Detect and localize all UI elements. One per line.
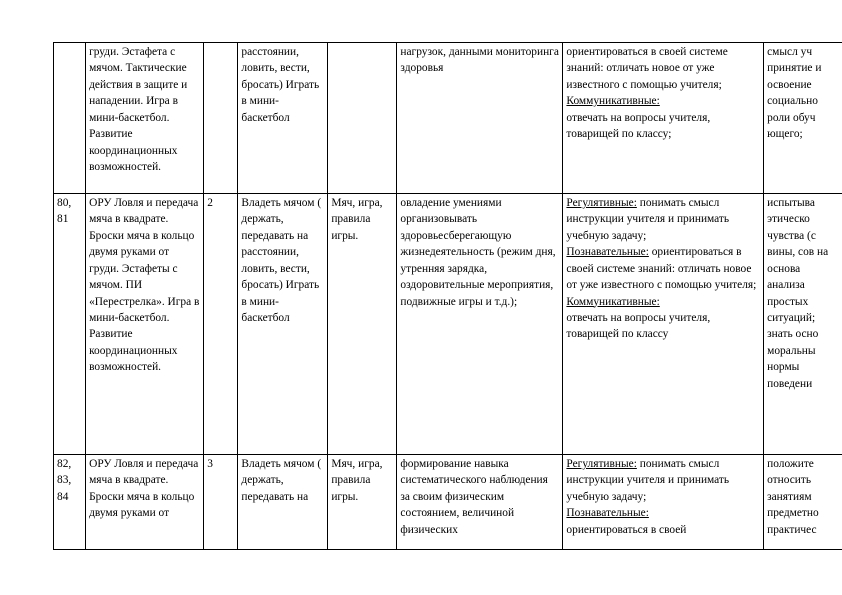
uud-regulative-label: Регулятивные: — [566, 458, 637, 470]
personal-results: формирование навыка систематического наблюдения за своим физическим состоянием, величиной физических — [397, 455, 563, 550]
personal-uud: испытыва этическо чувства (с вины, сов на основа анализа простых ситуаций; знать осно моральны нормы поведени — [764, 194, 842, 455]
lesson-hours: 3 — [204, 455, 238, 550]
personal-results: нагрузок, данными мониторинга здоровья — [397, 43, 563, 194]
student-activity: Владеть мячом ( держать, передавать на расстоянии, ловить, вести, бросать) Играть в мини-баскетбол — [238, 194, 328, 455]
lesson-hours: 2 — [204, 194, 238, 455]
personal-results: овладение умениями организовывать здоровьесберегающую жизнедеятельность (режим дня, утренняя зарядка, оздоровительные мероприятия, подвижные игры и т.д.); — [397, 194, 563, 455]
uud-cognitive-text: ориентироваться в своей системе знаний: отличать новое от уже известного с помощью учителя; — [566, 246, 757, 292]
lesson-number — [54, 43, 86, 194]
lesson-hours — [204, 43, 238, 194]
uud-cognitive-label: Познавательные: — [566, 507, 649, 520]
personal-uud: положите относить занятиям предметно практичес — [764, 455, 842, 550]
uud-communicative-text: отвечать на вопросы учителя, товарищей по классу — [566, 311, 711, 341]
uud-cell — [563, 455, 764, 550]
student-activity: расстоянии, ловить, вести, бросать) Играть в мини-баскетбол — [238, 43, 328, 194]
uud-cell — [563, 43, 764, 194]
lesson-plan-table — [53, 42, 842, 550]
uud-communicative-label: Коммуникативные: — [566, 295, 660, 308]
lesson-topic: груди. Эстафета с мячом. Тактические действия в защите и нападении. Игра в мини-баскетбол. Развитие координационных возможностей. — [86, 43, 204, 194]
uud-communicative-label: Коммуникативные: — [566, 95, 660, 108]
lesson-number: 80, 81 — [54, 194, 86, 455]
uud-cognitive-label: Познавательные: — [566, 246, 649, 259]
uud-cell — [563, 194, 764, 455]
student-activity: Владеть мячом ( держать, передавать на — [238, 455, 328, 550]
personal-uud: смысл уч принятие и освоение социально роли обуч ющего; — [764, 43, 842, 194]
table-row — [54, 194, 842, 455]
uud-regulative-label: Регулятивные: — [566, 197, 637, 209]
uud-cognitive-text: ориентироваться в своей — [566, 523, 687, 536]
lesson-number: 82, 83, 84 — [54, 455, 86, 550]
uud-regulative-text: понимать смысл инструкции учителя и принимать учебную задачу; — [566, 197, 730, 242]
table-row — [54, 43, 842, 194]
equipment: Мяч, игра, правила игры. — [328, 455, 397, 550]
equipment — [328, 43, 397, 194]
uud-regulative-text: понимать смысл инструкции учителя и принимать учебную задачу; — [566, 458, 730, 503]
lesson-topic: ОРУ Ловля и передача мяча в квадрате. Броски мяча в кольцо двумя руками от — [86, 455, 204, 550]
uud-communicative-text: отвечать на вопросы учителя, товарищей по классу; — [566, 111, 711, 141]
uud-cognitive-text: ориентироваться в своей системе знаний: отличать новое от уже известного с помощью учителя; — [566, 46, 728, 91]
lesson-topic: ОРУ Ловля и передача мяча в квадрате. Броски мяча в кольцо двумя руками от груди. Эстафеты с мячом. ПИ «Перестрелка». Игра в мини-баскетбол. Развитие координационных возможностей. — [86, 194, 204, 455]
equipment: Мяч, игра, правила игры. — [328, 194, 397, 455]
table-row — [54, 455, 842, 550]
